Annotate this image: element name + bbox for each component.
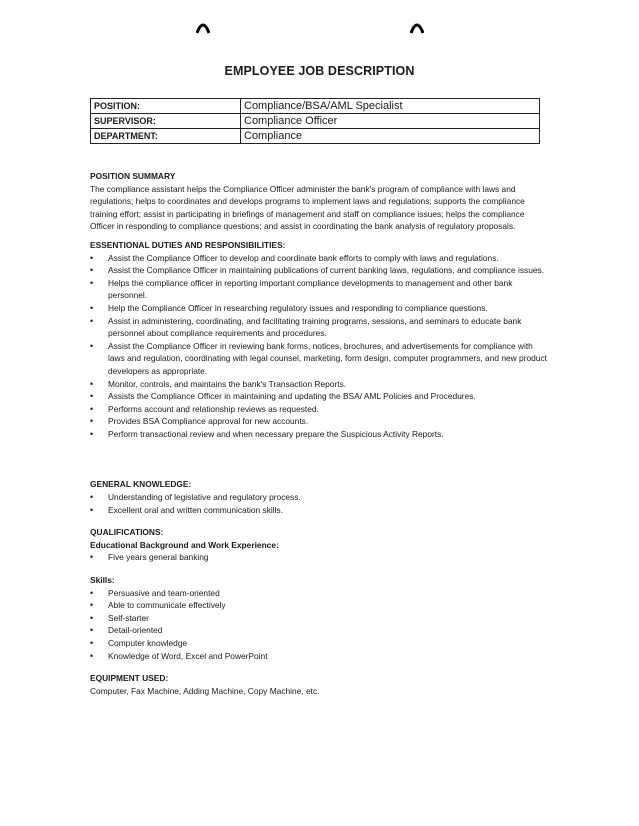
list-item: • Assists the Compliance Officer in maintaining and updating the BSA/ AML Policies and Procedures. xyxy=(90,390,550,403)
summary-text: The compliance assistant helps the Compliance Officer administer the bank's program of compliance with laws and regulations; helps to coordinates and develops programs to implement laws and regulations; supports the compliance training effort; assist in participating in briefings of management and staff on compliance issues; helps the compliance Officer in responding to compliance questions; and assist in coordinating the bank analysis of regulatory proposals. xyxy=(90,183,525,232)
equipment-text: Computer, Fax Machine, Adding Machine, Copy Machine, etc. xyxy=(90,685,320,696)
knowledge-list xyxy=(90,491,550,516)
duties-heading: ESSENTIONAL DUTIES AND RESPONSIBILITIES: xyxy=(90,239,286,250)
list-item: • Assist the Compliance Officer to develop and coordinate bank efforts to comply with laws and regulations. xyxy=(90,252,550,265)
education-list xyxy=(90,551,550,564)
supervisor-value: Compliance Officer xyxy=(241,114,540,129)
list-item: • Five years general banking xyxy=(90,551,550,564)
equipment-heading: EQUIPMENT USED: xyxy=(90,673,169,684)
list-item: • Help the Compliance Officer in researching regulatory issues and responding to compliance questions. xyxy=(90,302,550,315)
list-item: • Persuasive and team-oriented xyxy=(90,587,550,600)
info-row-supervisor xyxy=(91,114,540,129)
info-row-department xyxy=(91,129,540,144)
position-value: Compliance/BSA/AML Specialist xyxy=(241,99,540,114)
list-item: • Understanding of legislative and regulatory process. xyxy=(90,491,550,504)
duties-list xyxy=(90,252,550,441)
supervisor-label: SUPERVISOR: xyxy=(91,114,241,129)
document-body xyxy=(90,170,550,697)
list-item: • Perform transactional review and when necessary prepare the Suspicious Activity Reports. xyxy=(90,428,550,441)
position-label: POSITION: xyxy=(91,99,241,114)
list-item: • Self-starter xyxy=(90,612,550,625)
list-item: • Assist the Compliance Officer in reviewing bank forms, notices, brochures, and advertisements for compliance with laws and regulation, coordinating with legal counsel, marketing, form design, computer programmers, and new product developers as appropriate. xyxy=(90,340,550,378)
list-item: • Assist the Compliance Officer in maintaining publications of current banking laws, regulations, and compliance issues. xyxy=(90,264,550,277)
list-item: • Able to communicate effectively xyxy=(90,599,550,612)
punch-mark-right-icon xyxy=(410,20,424,34)
department-value: Compliance xyxy=(241,129,540,144)
document-title: EMPLOYEE JOB DESCRIPTION xyxy=(224,64,415,78)
list-item: • Computer knowledge xyxy=(90,637,550,650)
info-row-position xyxy=(91,99,540,114)
list-item: • Monitor, controls, and maintains the bank's Transaction Reports. xyxy=(90,378,550,391)
department-label: DEPARTMENT: xyxy=(91,129,241,144)
list-item: • Detail-oriented xyxy=(90,624,550,637)
skills-heading: Skills: xyxy=(90,575,115,586)
skills-list xyxy=(90,587,550,663)
list-item: • Helps the compliance officer in reporting important compliance developments to management and other bank personnel. xyxy=(90,277,550,302)
knowledge-heading: GENERAL KNOWLEDGE: xyxy=(90,479,192,490)
list-item: • Knowledge of Word, Excel and PowerPoint xyxy=(90,650,550,663)
summary-heading: POSITION SUMMARY xyxy=(90,171,176,181)
list-item: • Assist in administering, coordinating, and facilitating training programs, sessions, and seminars to educate bank personnel about compliance requirements and procedures. xyxy=(90,315,550,340)
list-item: • Excellent oral and written communication skills. xyxy=(90,504,550,517)
list-item: • Performs account and relationship reviews as requested. xyxy=(90,403,550,416)
education-heading: Educational Background and Work Experience: xyxy=(90,539,279,550)
list-item: • Provides BSA Compliance approval for new accounts. xyxy=(90,415,550,428)
qualifications-heading: QUALIFICATIONS: xyxy=(90,527,164,538)
punch-mark-left-icon xyxy=(196,20,210,34)
job-info-table xyxy=(90,98,540,144)
